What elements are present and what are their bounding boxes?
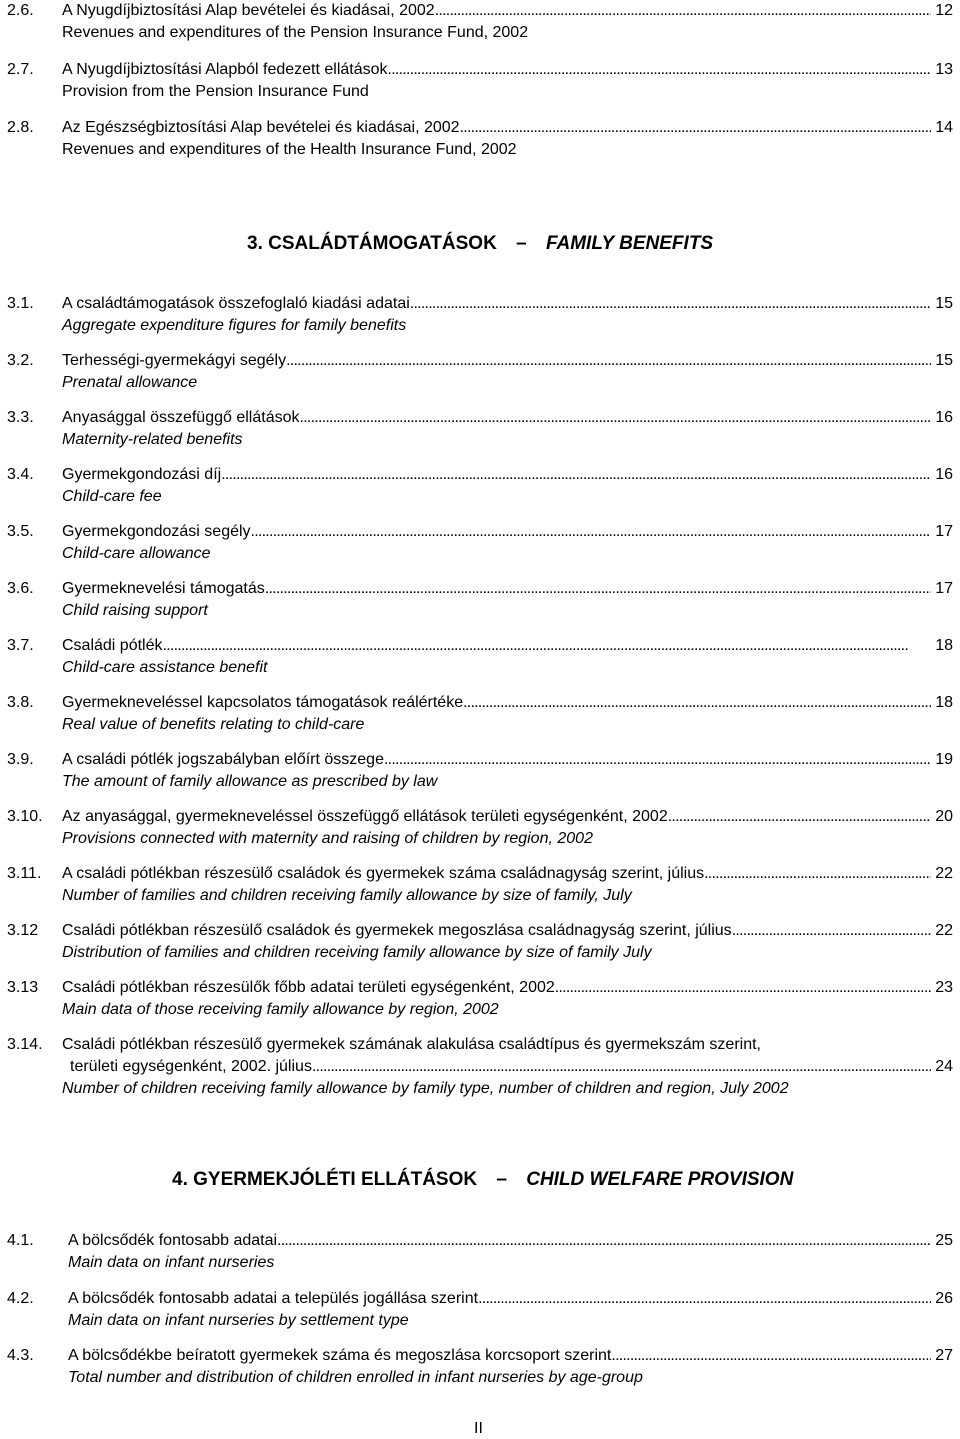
entry-title-en: Provisions connected with maternity and raising of children by region, 2002 (62, 830, 593, 847)
entry-title-en: The amount of family allowance as prescribed by law (62, 773, 438, 790)
entry-number: 4.3. (7, 1347, 34, 1364)
entry-title-hu: Terhességi-gyermekágyi segély (62, 352, 287, 369)
entry-title-en: Main data of those receiving family allowance by region, 2002 (62, 1001, 499, 1018)
entry-title-hu: A bölcsődék fontosabb adatai a település jogállása szerint (68, 1290, 479, 1307)
leader-dots (286, 350, 931, 372)
entry-title-en: Real value of benefits relating to child-care (62, 716, 365, 733)
entry-title-en: Revenues and expenditures of the Health Insurance Fund, 2002 (62, 141, 517, 158)
leader-dots (384, 749, 931, 771)
entry-page: 22 (935, 865, 953, 882)
entry-title-en: Main data on infant nurseries by settlement type (68, 1312, 409, 1329)
leader-dots (435, 0, 932, 22)
leader-dots (611, 1345, 931, 1367)
leader-dots (221, 464, 931, 486)
entry-number: 3.5. (7, 523, 34, 540)
entry-page: 15 (935, 295, 953, 312)
leader-dots (312, 1056, 931, 1078)
entry-title-hu: A családtámogatások összefoglaló kiadási adatai (62, 295, 410, 312)
leader-dots (265, 578, 931, 600)
heading-dash: – (516, 233, 527, 254)
entry-number: 4.2. (7, 1290, 34, 1307)
entry-title-hu: Családi pótlék (62, 637, 163, 654)
entry-number: 2.8. (7, 119, 34, 136)
leader-dots (251, 521, 932, 543)
entry-page: 12 (935, 2, 953, 19)
entry-title-en: Child-care fee (62, 488, 162, 505)
entry-number: 3.14. (7, 1036, 43, 1053)
entry-hu-line (62, 863, 953, 885)
entry-title-hu: Gyermekneveléssel kapcsolatos támogatások reálértéke (62, 694, 464, 711)
leader-dots (732, 920, 932, 942)
entry-page: 22 (935, 922, 953, 939)
entry-title-en: Total number and distribution of children enrolled in infant nurseries by age-group (68, 1369, 643, 1386)
entry-page: 16 (935, 466, 953, 483)
entry-hu-line (62, 117, 953, 139)
entry-hu-line (62, 635, 953, 657)
entry-number: 3.2. (7, 352, 34, 369)
heading-en: CHILD WELFARE PROVISION (526, 1169, 794, 1190)
leader-dots (460, 117, 932, 139)
entry-page: 17 (935, 523, 953, 540)
entry-title-en: Prenatal allowance (62, 374, 198, 391)
leader-dots (163, 635, 932, 657)
leader-dots (463, 692, 931, 714)
entry-page: 18 (935, 694, 953, 711)
entry-title-en: Number of children receiving family allowance by family type, number of children and region, July 2002 (62, 1080, 789, 1097)
entry-hu-line (62, 59, 953, 81)
page-number: II (474, 1420, 483, 1437)
entry-title-hu: A bölcsődékbe beíratott gyermekek száma és megoszlása korcsoport szerint (68, 1347, 612, 1364)
entry-page: 14 (935, 119, 953, 136)
entry-page: 18 (935, 637, 953, 654)
entry-number: 3.10. (7, 808, 43, 825)
entry-title-hu: Családi pótlékban részesülő családok és gyermekek megoszlása családnagyság szerint, július (62, 922, 732, 939)
entry-hu-line (62, 407, 953, 429)
entry-page: 23 (935, 979, 953, 996)
entry-hu-line (68, 1345, 953, 1367)
entry-title-en: Child-care allowance (62, 545, 211, 562)
entry-number: 3.9. (7, 751, 34, 768)
entry-number: 3.3. (7, 409, 34, 426)
entry-number: 3.7. (7, 637, 34, 654)
entry-hu-line (62, 578, 953, 600)
entry-page: 17 (935, 580, 953, 597)
heading-hu: 3. CSALÁDTÁMOGATÁSOK (247, 233, 497, 254)
entry-title-hu: A családi pótlékban részesülő családok és gyermekek száma családnagyság szerint, július (62, 865, 705, 882)
entry-title-en: Aggregate expenditure figures for family benefits (62, 317, 407, 334)
entry-page: 19 (935, 751, 953, 768)
entry-page: 26 (935, 1290, 953, 1307)
entry-title-hu: Gyermeknevelési támogatás (62, 580, 265, 597)
entry-number: 3.8. (7, 694, 34, 711)
entry-number: 2.7. (7, 61, 34, 78)
section-heading-3 (247, 232, 713, 256)
entry-page: 24 (935, 1058, 953, 1075)
entry-hu-line (62, 464, 953, 486)
leader-dots (388, 59, 932, 81)
entry-hu-line (62, 692, 953, 714)
entry-title-hu: Családi pótlékban részesülők főbb adatai területi egységenként, 2002 (62, 979, 555, 996)
entry-title-en: Maternity-related benefits (62, 431, 243, 448)
entry-hu-line (62, 977, 953, 999)
entry-number: 4.1. (7, 1232, 34, 1249)
entry-title-hu-line1: Családi pótlékban részesülő gyermekek számának alakulása családtípus és gyermekszám szerint, (62, 1036, 761, 1053)
entry-title-hu-line2: területi egységenként, 2002. július (70, 1058, 312, 1075)
leader-dots (277, 1230, 931, 1252)
entry-title-hu: Az anyasággal, gyermekneveléssel összefüggő ellátások területi egységenként, 2002 (62, 808, 668, 825)
leader-dots (704, 863, 931, 885)
entry-page: 25 (935, 1232, 953, 1249)
entry-title-hu: Az Egészségbiztosítási Alap bevételei és kiadásai, 2002 (62, 119, 460, 136)
leader-dots (668, 806, 931, 828)
leader-dots (555, 977, 931, 999)
entry-title-en: Distribution of families and children receiving family allowance by size of family July (62, 944, 652, 961)
entry-page: 27 (935, 1347, 953, 1364)
entry-number: 3.13 (7, 979, 39, 996)
leader-dots (478, 1288, 931, 1310)
entry-title-en: Provision from the Pension Insurance Fund (62, 83, 369, 100)
entry-number: 3.12 (7, 922, 39, 939)
heading-hu: 4. GYERMEKJÓLÉTI ELLÁTÁSOK (172, 1169, 478, 1190)
leader-dots (300, 407, 932, 429)
entry-title-hu: A családi pótlék jogszabályban előírt összege (62, 751, 384, 768)
entry-hu-line (62, 920, 953, 942)
entry-number: 3.11. (7, 865, 42, 882)
entry-hu-line (62, 293, 953, 315)
section-heading-4 (172, 1168, 793, 1192)
entry-hu-line (70, 1056, 953, 1078)
entry-number: 3.1. (7, 295, 34, 312)
entry-hu-line (62, 350, 953, 372)
entry-page: 20 (935, 808, 953, 825)
entry-title-hu: A Nyugdíjbiztosítási Alapból fedezett ellátások (62, 61, 388, 78)
entry-title-en: Child raising support (62, 602, 208, 619)
entry-hu-line (62, 749, 953, 771)
entry-title-hu: Gyermekgondozási segély (62, 523, 251, 540)
entry-number: 3.6. (7, 580, 34, 597)
entry-title-en: Main data on infant nurseries (68, 1254, 275, 1271)
entry-title-hu: A bölcsődék fontosabb adatai (68, 1232, 278, 1249)
entry-hu-line (68, 1288, 953, 1310)
entry-hu-line (62, 521, 953, 543)
entry-page: 13 (935, 61, 953, 78)
heading-dash: – (496, 1169, 507, 1190)
heading-en: FAMILY BENEFITS (545, 233, 714, 254)
entry-title-en: Number of families and children receiving family allowance by size of family, July (62, 887, 632, 904)
entry-hu-line (62, 0, 953, 22)
entry-page: 15 (935, 352, 953, 369)
entry-title-en: Child-care assistance benefit (62, 659, 268, 676)
entry-hu-line (62, 806, 953, 828)
leader-dots (410, 293, 931, 315)
entry-hu-line (68, 1230, 953, 1252)
entry-number: 2.6. (7, 2, 34, 19)
entry-page: 16 (935, 409, 953, 426)
entry-number: 3.4. (7, 466, 34, 483)
entry-title-en: Revenues and expenditures of the Pension Insurance Fund, 2002 (62, 24, 529, 41)
entry-title-hu: A Nyugdíjbiztosítási Alap bevételei és kiadásai, 2002 (62, 2, 435, 19)
entry-title-hu: Anyasággal összefüggő ellátások (62, 409, 300, 426)
entry-title-hu: Gyermekgondozási díj (62, 466, 222, 483)
